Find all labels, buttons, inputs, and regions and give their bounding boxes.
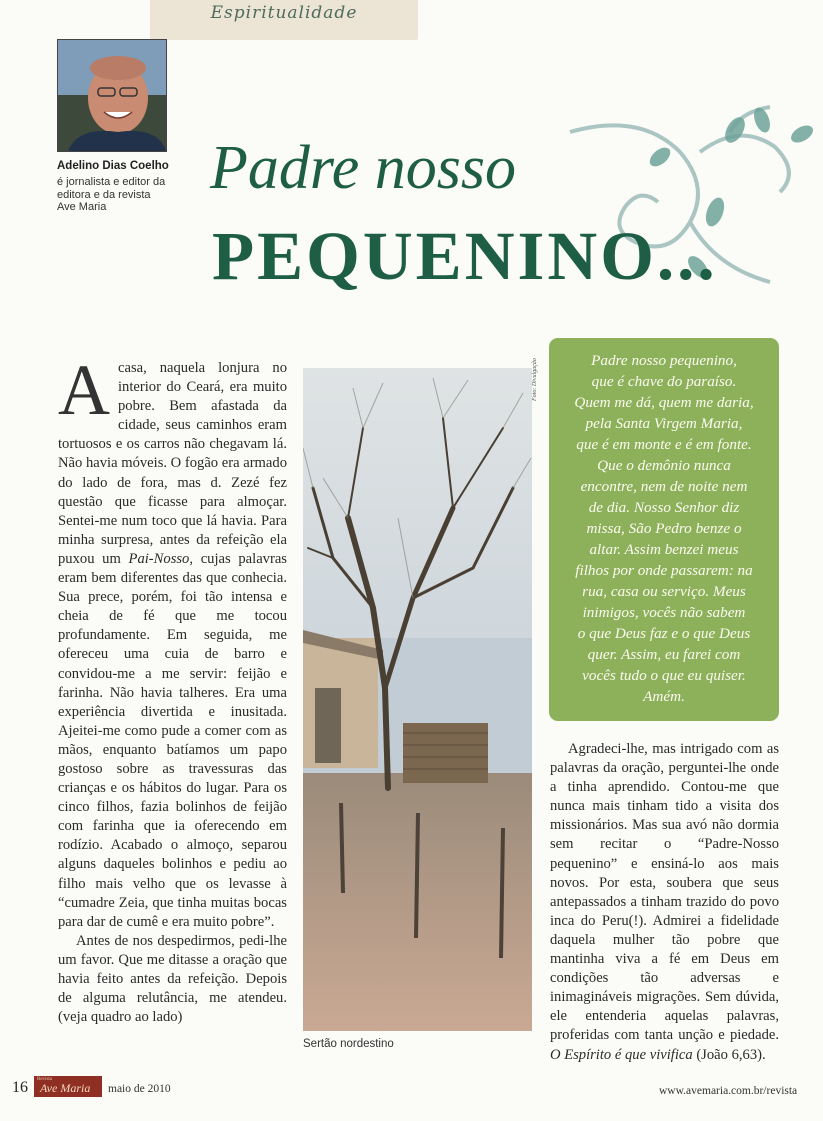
paragraph-1 (58, 350, 287, 932)
bible-reference: (João 6,63). (692, 1046, 766, 1063)
bible-quote: O Espírito é que vivifica (550, 1046, 693, 1063)
photo-credit-text: Foto: Divulgação (532, 358, 538, 401)
author-photo (57, 39, 167, 152)
section-header (150, 0, 418, 40)
article-title-line1: Padre nosso (210, 134, 516, 202)
magazine-logo (34, 1076, 102, 1097)
magazine-logo-name: Ave Maria (40, 1081, 91, 1095)
paragraph-1-text-a: casa, naquela lonjura no interior do Ceará, era muito pobre. Bem afastada da cidade, seus caminhos eram tortuosos e os carros não chegavam lá. Não havia móveis. O fogão era armado do lado de fora, mas d. Zezé fez questão que ficasse para almoçar. Sentei-me num toco que lá havia. Para minha surpresa, antes da refeição ela puxou um (58, 360, 287, 567)
author-bio: é jornalista e editor da editora e da revista Ave Maria (57, 176, 166, 213)
author-name: Adelino Dias Coelho (57, 160, 169, 172)
sertao-photo (303, 368, 532, 1031)
paragraph-2: Antes de nos despedirmos, pedi-lhe um favor. Que me ditasse a oração que havia feito antes da refeição. Depois de alguma relutância, me atendeu. (veja quadro ao lado) (58, 932, 287, 1026)
section-label: Espiritualidade (210, 3, 358, 23)
article-body-right-column (550, 740, 779, 1065)
article-title-line2: PEQUENINO... (212, 218, 718, 294)
pai-nosso-emphasis: Pai-Nosso (128, 550, 190, 567)
prayer-text: Padre nosso pequenino, que é chave do paraíso. Quem me dá, quem me daria, pela Santa Virgem Maria, que é em monte e é em fonte. Que o demônio nunca encontre, nem de noite nem de dia. Nosso Senhor diz missa, São Pedro benze o altar. Assim benzei meus filhos por onde passarem: na rua, casa ou serviço. Meus inimigos, vocês não sabem o que Deus faz e o que Deus quer. Assim, eu farei com vocês tudo o que eu quiser. Amém. (574, 352, 754, 705)
drop-cap: A (58, 350, 110, 430)
website-link[interactable]: www.avemaria.com.br/revista (659, 1085, 798, 1097)
issue-date: maio de 2010 (108, 1083, 171, 1095)
paragraph-3-text: Agradeci-lhe, mas intrigado com as palavras da oração, perguntei-lhe onde a tinha aprendido. Contou-me que nunca mais tinham tido a visita dos missionários. Mas sua avó não dormia sem recitar o “Padre-Nosso pequenino” e ensiná-lo aos mais novos. Por esta, soubera que seus antepassados a tinham trazido do povo inca do Peru(!). Admirei a fidelidade daquela mulher tão pobre que mantinha viva a fé em Deus em condições tão adversas e inimagináveis migrações. Sem dúvida, ele entenderia aquelas palavras, proferidas com tanta unção e piedade. (550, 741, 779, 1044)
paragraph-1-text-b: , cujas palavras eram bem diferentes das que conhecia. Sua prece, porém, foi tão intensa e cheia de fé que me tocou profundamente. Em seguida, me ofereceu uma cuia de barro e convidou-me a me servir: feijão e farinha. Não havia talheres. Era uma experiência divertida e inusitada. Ajeitei-me como pude a comer com as mãos, enquanto batíamos um papo gostoso sobre as travessuras das crianças e os hábitos do lugar. Para os cinco filhos, fazia bolinhos de feijão com farinha que ia oferecendo em rodízio. Acabado o almoço, separou alguns daqueles bolinhos e pediu ao filho mais velho que os levasse à “cumadre Zeia, que tinha muitas bocas para dar de cumê e era muito pobre”. (58, 550, 287, 930)
photo-caption: Sertão nordestino (303, 1038, 394, 1050)
article-body-left-column (58, 350, 287, 1027)
page-number: 16 (12, 1079, 28, 1096)
photo-credit (530, 341, 542, 401)
paragraph-3 (550, 740, 779, 1065)
magazine-logo-small: Revista (37, 1077, 52, 1082)
